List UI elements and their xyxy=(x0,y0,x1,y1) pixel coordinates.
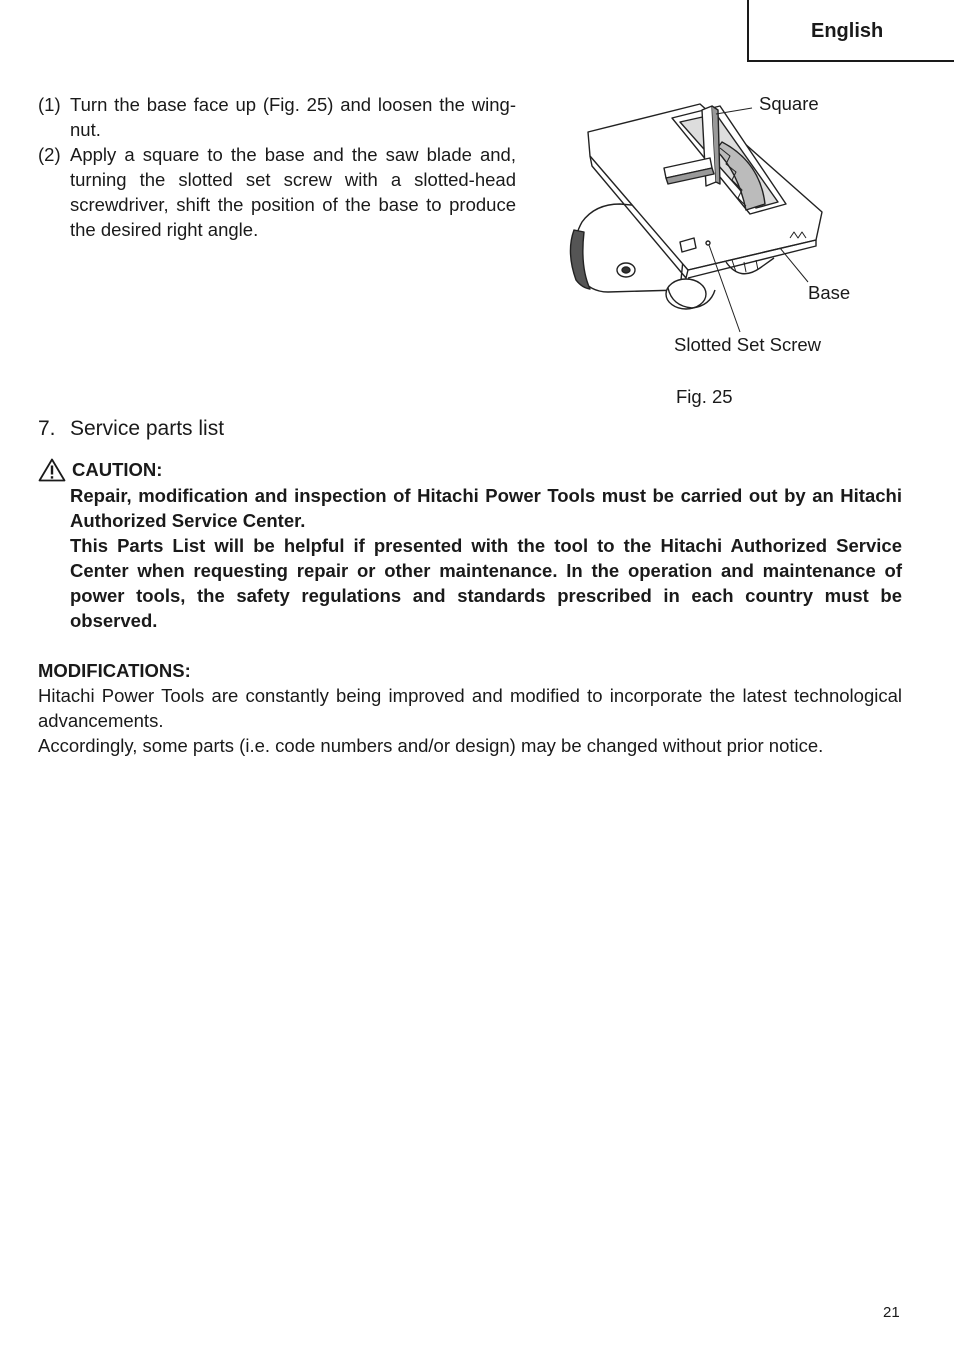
instruction-steps xyxy=(38,92,516,242)
modifications-block xyxy=(38,658,902,758)
step-1 xyxy=(38,92,516,142)
caution-body xyxy=(70,483,902,633)
language-label: English xyxy=(811,20,884,42)
section-title: Service parts list xyxy=(70,417,225,440)
section-number: 7. xyxy=(38,417,56,440)
modifications-paragraph: Accordingly, some parts (i.e. code numbers and/or design) may be changed without prior notice. xyxy=(38,735,824,756)
step-text: Turn the base face up (Fig. 25) and loosen the wing-nut. xyxy=(70,94,516,140)
caution-paragraph: This Parts List will be helpful if presented with the tool to the Hitachi Authorized Service Center when requesting repair or other maintenance. In the operation and maintenance of power tools, the safety regulations and standards prescribed in each country must be observed. xyxy=(70,535,902,631)
step-2 xyxy=(38,142,516,242)
saw-base-illustration xyxy=(560,92,860,372)
step-number: (2) xyxy=(38,144,61,165)
modifications-heading: MODIFICATIONS: xyxy=(38,660,191,681)
warning-triangle-icon xyxy=(38,458,66,482)
caution-heading xyxy=(38,458,162,482)
figure-caption: Fig. 25 xyxy=(676,386,733,407)
language-tab xyxy=(747,0,954,62)
label-base: Base xyxy=(808,282,851,303)
label-square: Square xyxy=(759,93,819,114)
page-number: 21 xyxy=(883,1304,900,1321)
label-slotted-set-screw: Slotted Set Screw xyxy=(674,334,822,355)
modifications-paragraph: Hitachi Power Tools are constantly being improved and modified to incorporate the latest technological advancements. xyxy=(38,685,902,731)
step-number: (1) xyxy=(38,94,61,115)
step-text: Apply a square to the base and the saw blade and, turning the slotted set screw with a slotted-head screwdriver, shift the position of the base to produce the desired right angle. xyxy=(70,144,516,240)
caution-paragraph: Repair, modification and inspection of Hitachi Power Tools must be carried out by an Hitachi Authorized Service Center. xyxy=(70,485,902,531)
section-heading xyxy=(38,417,224,441)
caution-label: CAUTION: xyxy=(72,459,163,480)
